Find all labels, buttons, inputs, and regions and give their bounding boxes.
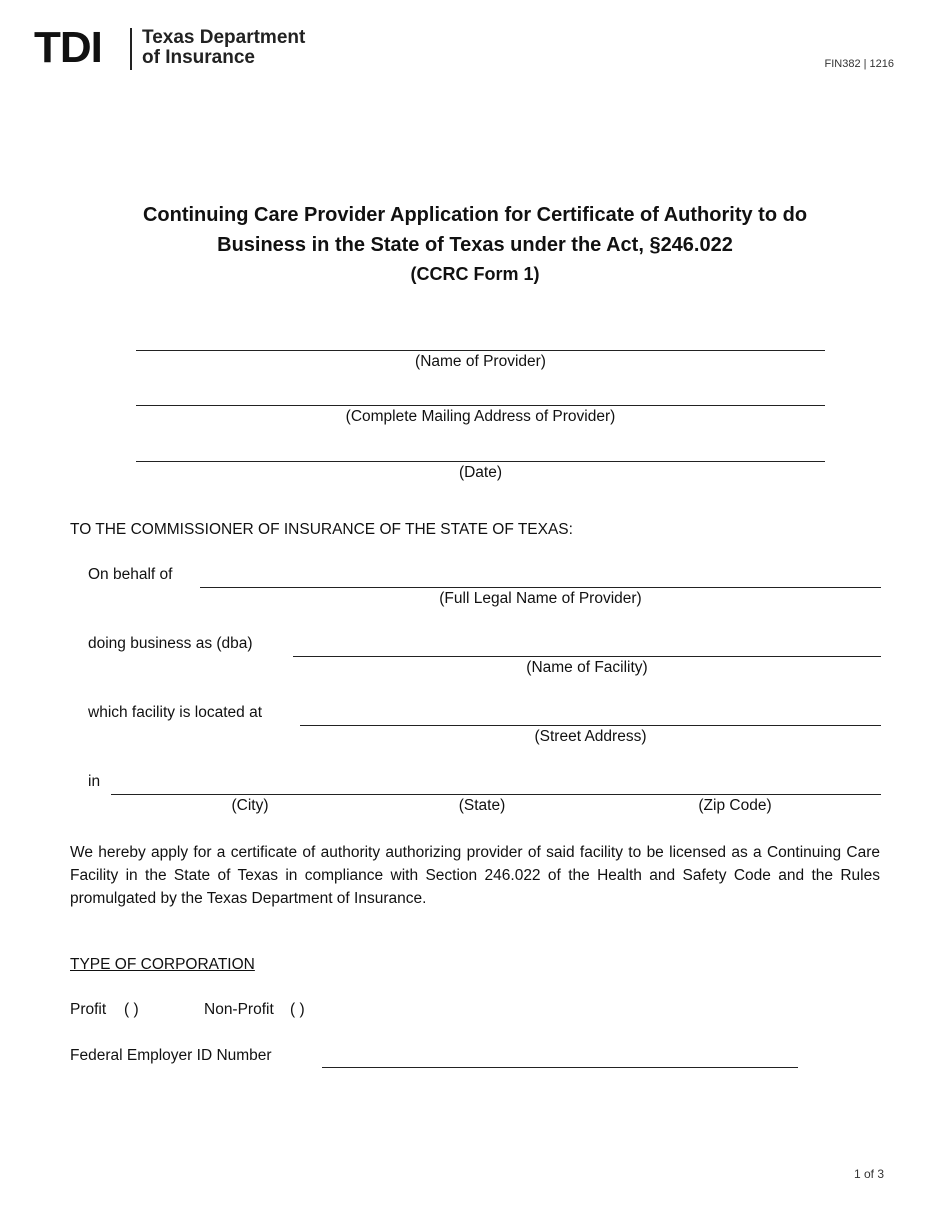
corporation-heading: TYPE OF CORPORATION <box>70 956 255 973</box>
facility-name-field[interactable] <box>293 656 881 657</box>
tdi-logo-abbr: TDI <box>34 23 102 72</box>
zip-caption: (Zip Code) <box>698 797 772 814</box>
fein-field[interactable] <box>322 1067 798 1068</box>
logo-divider <box>130 28 132 70</box>
tdi-logo-name <box>142 28 305 68</box>
form-name: (CCRC Form 1) <box>410 264 540 284</box>
street-address-field[interactable] <box>300 725 881 726</box>
logo-line-1: Texas Department <box>142 27 306 48</box>
profit-label: Profit <box>70 1001 107 1018</box>
fein-label: Federal Employer ID Number <box>70 1047 272 1064</box>
city-caption: (City) <box>231 797 269 814</box>
provider-name-caption: (Name of Provider) <box>415 353 546 370</box>
profit-checkbox[interactable]: ( ) <box>124 1001 139 1018</box>
date-field[interactable] <box>136 461 825 462</box>
state-caption: (State) <box>458 797 506 814</box>
street-address-caption: (Street Address) <box>534 728 647 745</box>
city-state-zip-field[interactable] <box>111 794 881 795</box>
in-label: in <box>88 773 101 790</box>
nonprofit-label: Non-Profit <box>204 1001 274 1018</box>
legal-name-caption: (Full Legal Name of Provider) <box>439 590 642 607</box>
dba-label: doing business as (dba) <box>88 635 253 652</box>
mailing-address-field[interactable] <box>136 405 825 406</box>
legal-name-field[interactable] <box>200 587 881 588</box>
facility-name-caption: (Name of Facility) <box>526 659 648 676</box>
title-line-2: Business in the State of Texas under the Act, §246.022 <box>217 234 733 256</box>
title-line-1: Continuing Care Provider Application for Certificate of Authority to do <box>142 204 808 226</box>
application-statement: We hereby apply for a certificate of authority authorizing provider of said facility to be licensed as a Continuing Care Facility in the State of Texas in compliance with Section 246.022 of the Health and Safety Code and the Rules promulgated by the Texas Department of Insurance. <box>70 844 880 907</box>
date-caption: (Date) <box>458 464 503 481</box>
form-id: FIN382 | 1216 <box>824 58 894 70</box>
on-behalf-label: On behalf of <box>88 566 173 583</box>
salutation: TO THE COMMISSIONER OF INSURANCE OF THE STATE OF TEXAS: <box>70 521 573 538</box>
logo-line-2: of Insurance <box>142 47 255 68</box>
page-number: 1 of 3 <box>853 1167 884 1181</box>
mailing-address-caption: (Complete Mailing Address of Provider) <box>345 408 616 425</box>
located-label: which facility is located at <box>88 704 263 721</box>
provider-name-field[interactable] <box>136 350 825 351</box>
nonprofit-checkbox[interactable]: ( ) <box>290 1001 305 1018</box>
